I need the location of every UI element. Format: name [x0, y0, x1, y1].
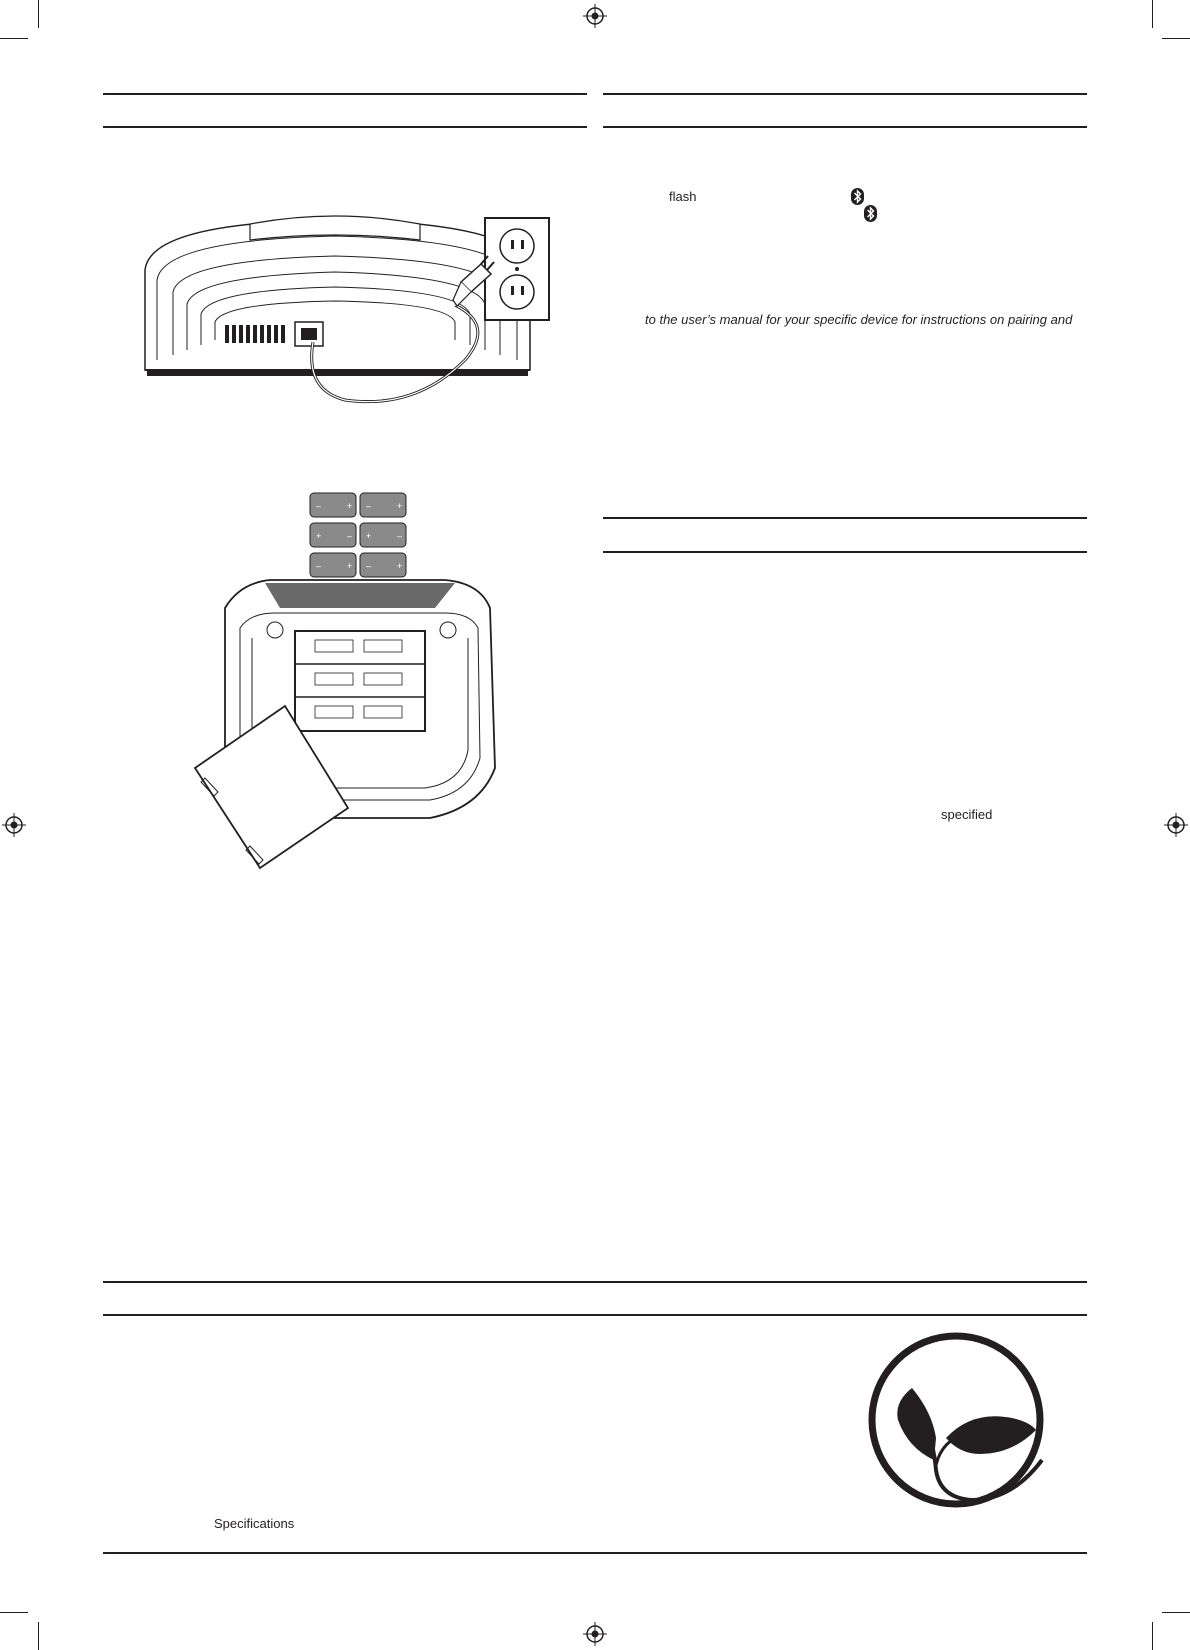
svg-text:+: +: [347, 561, 353, 571]
crop-mark: [1162, 1612, 1190, 1613]
ac-power-connection-figure: [135, 210, 555, 410]
registration-mark-icon: [1164, 813, 1188, 837]
svg-text:+: +: [316, 531, 322, 541]
registration-mark-icon: [583, 4, 607, 28]
section-rule-bottom: [603, 126, 1087, 128]
svg-text:+: +: [397, 501, 403, 511]
leaf-eco-logo-icon: [862, 1330, 1050, 1510]
svg-text:–: –: [397, 531, 403, 541]
flash-text: flash: [669, 189, 697, 204]
section-rule-top: [603, 93, 1087, 95]
svg-text:–: –: [366, 561, 372, 571]
crop-mark: [0, 38, 28, 39]
crop-mark: [1152, 1622, 1153, 1650]
svg-text:–: –: [366, 501, 372, 511]
crop-mark: [1162, 38, 1190, 39]
crop-mark: [1152, 0, 1153, 28]
crop-mark: [38, 1622, 39, 1650]
section-rule-top: [103, 93, 587, 95]
section-rule-top: [103, 1281, 1087, 1283]
svg-text:–: –: [316, 501, 322, 511]
bluetooth-icon: [851, 188, 864, 205]
crop-mark: [38, 0, 39, 28]
bluetooth-icon: [864, 205, 877, 222]
pairing-note: to the user’s manual for your specific device for instructions on pairing and: [645, 312, 1073, 327]
svg-text:+: +: [366, 531, 372, 541]
footer-rule: [103, 1552, 1087, 1554]
specified-text: specified: [941, 807, 993, 822]
section-rule-bottom: [103, 1314, 1087, 1316]
svg-text:–: –: [316, 561, 322, 571]
svg-text:+: +: [347, 501, 353, 511]
section-rule-top: [603, 517, 1087, 519]
crop-mark: [0, 1612, 28, 1613]
section-rule-bottom: [603, 551, 1087, 553]
svg-text:–: –: [347, 531, 353, 541]
registration-mark-icon: [583, 1622, 607, 1646]
battery-installation-figure: [180, 488, 520, 878]
specifications-text: Specifications: [214, 1516, 295, 1531]
section-rule-bottom: [103, 126, 587, 128]
registration-mark-icon: [2, 813, 26, 837]
svg-text:+: +: [397, 561, 403, 571]
